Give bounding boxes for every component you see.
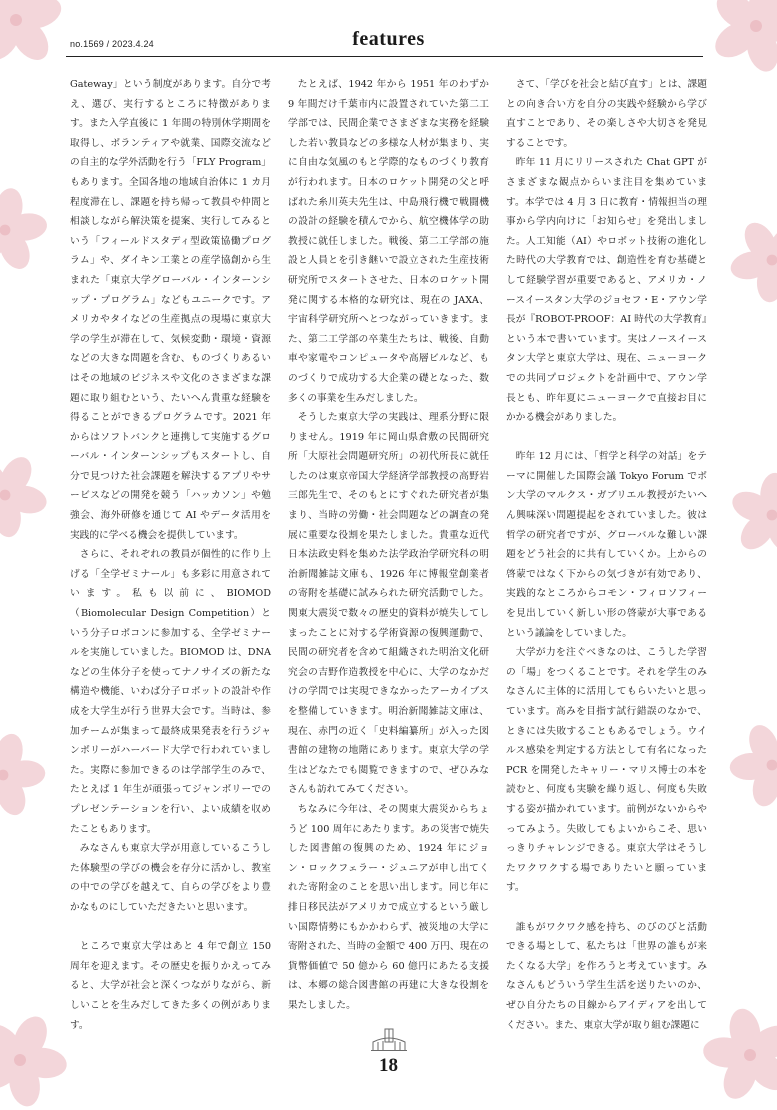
cherry-blossom-decoration <box>0 450 50 540</box>
paragraph: Gateway」という制度があります。自分で考え、選び、実行するところに特徴があります。また入学直後に 1 年間の特別休学期間を取得し、ボランティアや就業、国際交流などの自主的な学外活動を行う「FLY Program」もあります。全国各地の地域自治体に 1 カ月程度滞在し、課題を持ち帰って教員や仲間と相談しながら解決策を提案、実行してみるという「フィールドスタディ型政策協働プログラム」や、ダイキン工業との産学協創から生まれた「東京大学グローバル・インターンシップ・プログラム」などもユニークです。アメリカやタイなどの生産拠点の現場に東京大学の学生が滞在して、気候変動・環境・資源などの大きな問題を含む、ものづくりあるいはその地域のビジネスや文化のさまざまな課題に取り組むという、たいへん貴重な経験を得ることができるプログラムです。2021 年からはソフトバンクと連携して実施するグローバル・インターンシップもスタートし、自分で見つけた社会課題を解決するアプリやサービスなどの開発を競う「ハッカソン」や勉強会、海外研修を通じて AI やデータ活用を実践的に学べる機会を提供しています。 <box>70 79 271 541</box>
cherry-blossom-decoration <box>727 470 777 560</box>
paragraph: そうした東京大学の実践は、理系分野に限りません。1919 年に岡山県倉敷の民間研究所「大原社会問題研究所」の初代所長に就任したのは東京帝国大学経済学部教授の高野岩三郎先生で、そのもとにすぐれた研究者が集まり、当時の労働・社会問題などの調査の発展に重要な役割を果たしました。貴重な近代日本法政史料を集めた法学政治学研究科の明治新聞雑誌文庫も、1926 年に博報堂創業者の寄附を基礎に試みられた研究活動でした。関東大震災で数々の歴史的資料が焼失してしまったことに対する学術資源の復興運動で、民間の研究者を含めて組織された明治文化研究会の吉野作造教授を中心に、大学のなかだけの学問では実現できなかったアーカイブスを整備していきます。明治新聞雑誌文庫は、現在、赤門の近く「史料編纂所」が入った図書館の建物の地階にあります。東京大学の学生はどなたでも閲覧できますので、ぜひみなさんも訪れてみてください。 <box>288 412 489 796</box>
yasuda-auditorium-icon <box>369 1028 409 1052</box>
paragraph: 昨年 11 月にリリースされた Chat GPT がさまざまな観点からいま注目を集めています。本学では 4 月 3 日に教育・情報担当の理事から学内向けに「お知らせ」を発出しました。人工知能（AI）やロボット技術の進化した時代の大学教育では、創造性を育む基礎として経験学習が重要であると、アメリカ・ノースイースタン大学のジョセフ・E・アウン学長が『ROBOT-PROOF：AI 時代の大学教育』という本で書いています。実はノースイースタン大学と東京大学は、現在、ニューヨークでの共同プロジェクトを計画中で、アウン学長とも、昨年夏にニューヨークで直接お目にかかる機会がありました。 <box>506 157 707 424</box>
cherry-blossom-decoration <box>0 185 50 275</box>
text-column-3 <box>506 75 707 1035</box>
paragraph: さて、「学びを社会と結び直す」とは、課題との向き合い方を自分の実践や経験から学び直すことであり、その楽しさや大切さを発見することです。 <box>506 79 707 149</box>
header-divider <box>66 56 703 57</box>
paragraph: 昨年 12 月には、「哲学と科学の対話」をテーマに開催した国際会議 Tokyo Forum でボン大学のマルクス・ガブリエル教授がたいへん興味深い問題提起をされていました。彼は哲学の研究者ですが、グローバルな難しい課題をどう社会的に共有していくか。上からの啓蒙ではなく下からの気づきが有効であり、実践的なところからコモン・フィロソフィーを見出していく新しい形の啓蒙が大事であるという議論をしていました。 <box>506 451 707 639</box>
paragraph: 誰もがワクワク感を持ち、のびのびと活動できる場として、私たちは「世界の誰もが来たくなる大学」を作ろうと考えています。みなさんもどういう学生生活を送りたいのか、ぜひ自分たちの目線からアイディアを出してください。また、東京大学が取り組む課題に <box>506 921 707 1031</box>
cherry-blossom-decoration <box>0 730 48 820</box>
text-column-2 <box>288 75 489 1016</box>
text-column-1 <box>70 75 271 1035</box>
cherry-blossom-decoration <box>727 215 777 305</box>
page-number: 18 <box>379 1055 398 1076</box>
paragraph: 大学が力を注ぐべきなのは、こうした学習の「場」をつくることです。それを学生のみなさんに主体的に活用してもらいたいと思っています。高みを目指す試行錯誤のなかで、ときには失敗することもあるでしょう。ウイルス感染を判定する方法として有名になった PCR を開発したキャリー・マリス博士の本を読むと、何度も実験を繰り返し、何度も失敗する姿が描かれています。前例がないからやってみよう。失敗してもよいからこそ、思いっきりチャレンジできる。東京大学はそうしたワクワクする場でありたいと願っています。 <box>506 647 707 894</box>
cherry-blossom-decoration <box>727 720 777 810</box>
paragraph: ところで東京大学はあと 4 年で創立 150 周年を迎えます。その歴史を振りかえってみると、大学が社会と深くつながりながら、新しいことを生みだしてきた多くの例があります。 <box>70 941 271 1031</box>
paragraph: みなさんも東京大学が用意しているこうした体験型の学びの機会を存分に活かし、教室の中での学びを越えて、自らの学びをより豊かなものにしていただきたいと思います。 <box>70 843 271 913</box>
section-title: features <box>352 28 425 50</box>
issue-info: no.1569 / 2023.4.24 <box>70 39 154 49</box>
paragraph: たとえば、1942 年から 1951 年のわずか 9 年間だけ千葉市内に設置されていた第二工学部では、民間企業でさまざまな実務を経験した若い教員などの多様な人材が集まり、実に自由な気風のもと学際的なものづくり教育が行われます。日本のロケット開発の父と呼ばれた糸川英夫先生は、中島飛行機で戦闘機の設計の経験を積んでから、航空機体学の助教授に就任しました。戦後、第二工学部の施設と人員とを引き継いで設立された生産技術研究所でスタートさせた、日本のロケット開発に関する本格的な研究は、現在の JAXA、宇宙科学研究所へとつながっていきます。また、第二工学部の卒業生たちは、戦後、自動車や家電やコンピュータや高層ビルなど、ものづくりで成功する大企業の礎となった、数多くの事業を生みだしました。 <box>288 79 489 404</box>
paragraph: さらに、それぞれの教員が個性的に作り上げる「全学ゼミナール」も多彩に用意されています。私も以前に、BIOMOD（Biomolecular Design Competition）という分子ロボコンに参加する、全学ゼミナールを実施していました。BIOMOD は、DNA などの生体分子を使ってナノサイズの新たな構造や機能、いわば分子ロボットの設計や作成を大学生が行う世界大会です。当時は、参加チームが集まって最終成果発表を行うジャンボリーがハーバード大学で行われていました。実際に参加できるのは学部学生のみで、たとえば 1 年生が頑張ってジャンボリーでのプレゼンテーションを行い、よい成績を収めたこともあります。 <box>70 549 271 835</box>
paragraph: ちなみに今年は、その関東大震災からちょうど 100 周年にあたります。あの災害で焼失した図書館の復興のため、1924 年にジョン・ロックフェラー・ジュニアが申し出てくれた寄附金のことを思い出します。同じ年に排日移民法がアメリカで成立するという厳しい国際情勢にもかかわらず、被災地の大学に寄附された、当時の金額で 400 万円、現在の貨幣価値で 50 億から 60 億円にあたる支援は、本郷の総合図書館の再建に大きな役割を果たしました。 <box>288 803 489 1011</box>
